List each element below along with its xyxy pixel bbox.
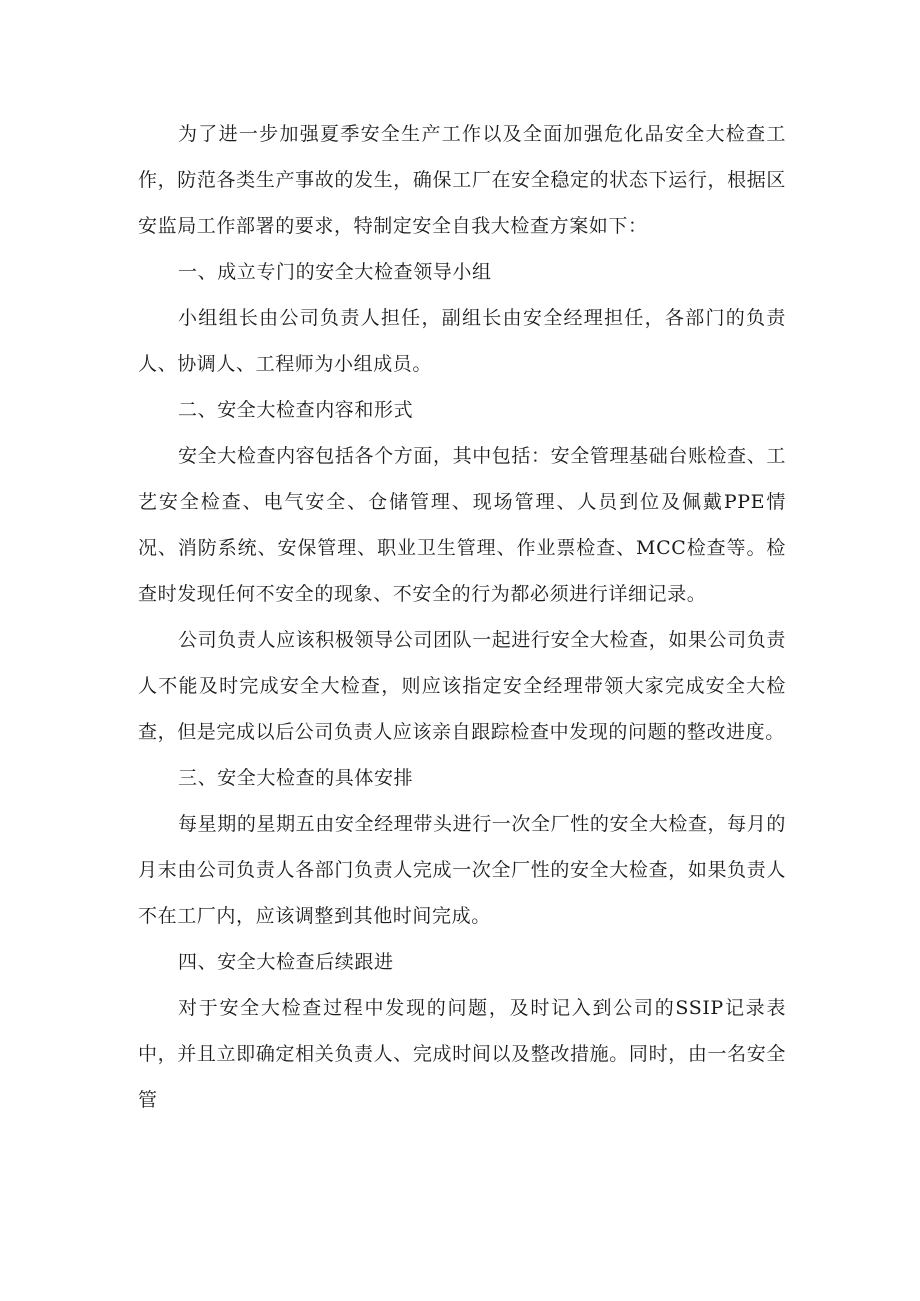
section-4-paragraph: 对于安全大检查过程中发现的问题，及时记入到公司的SSIP记录表中，并且立即确定相关负责人、完成时间以及整改措施。同时，由一名安全管 [138, 997, 786, 1111]
section-heading-4: 四、安全大检查后续跟进 [178, 951, 394, 973]
section-3-paragraph: 每星期的星期五由安全经理带头进行一次全厂性的安全大检查，每月的月末由公司负责人各部门负责人完成一次全厂性的安全大检查，如果负责人不在工厂内，应该调整到其他时间完成。 [138, 813, 786, 927]
intro-paragraph: 为了进一步加强夏季安全生产工作以及全面加强危化品安全大检查工作，防范各类生产事故的发生，确保工厂在安全稳定的状态下运行，根据区安监局工作部署的要求，特制定安全自我大检查方案如下： [138, 123, 786, 237]
document-body [138, 111, 786, 1123]
section-2-paragraph-2: 公司负责人应该积极领导公司团队一起进行安全大检查，如果公司负责人不能及时完成安全大检查，则应该指定安全经理带领大家完成安全大检查，但是完成以后公司负责人应该亲自跟踪检查中发现的问题的整改进度。 [138, 629, 786, 743]
section-heading-3: 三、安全大检查的具体安排 [178, 767, 414, 789]
section-2-paragraph-1: 安全大检查内容包括各个方面，其中包括：安全管理基础台账检查、工艺安全检查、电气安全、仓储管理、现场管理、人员到位及佩戴PPE情况、消防系统、安保管理、职业卫生管理、作业票检查、MCC检查等。检查时发现任何不安全的现象、不安全的行为都必须进行详细记录。 [138, 445, 786, 605]
section-1-paragraph: 小组组长由公司负责人担任，副组长由安全经理担任，各部门的负责人、协调人、工程师为小组成员。 [138, 307, 786, 375]
section-heading-2: 二、安全大检查内容和形式 [178, 399, 414, 421]
section-heading-1: 一、成立专门的安全大检查领导小组 [178, 261, 492, 283]
